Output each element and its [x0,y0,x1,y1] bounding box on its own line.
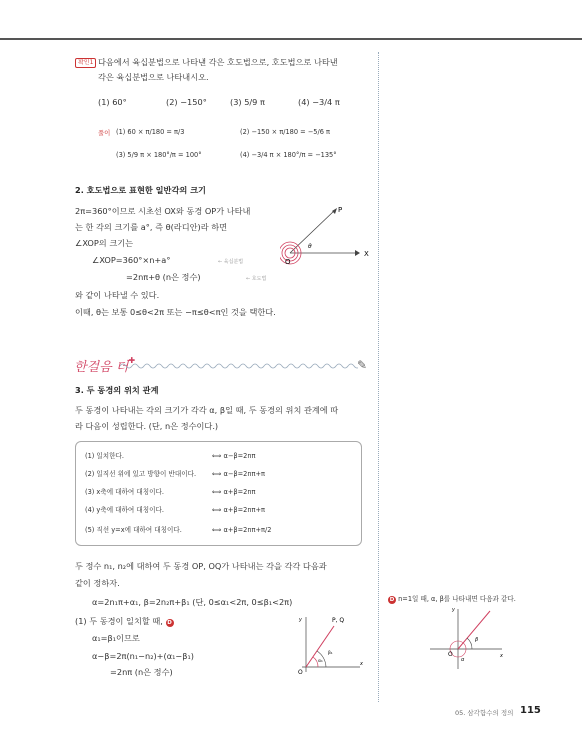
wavy-divider [120,362,358,370]
relation-cond-1: (1) 일치한다. [85,452,125,460]
section3-title: 3. 두 동경의 위치 관계 [75,385,159,395]
terminal-ray [290,210,335,253]
label-O: O [298,669,303,676]
column-divider [378,52,379,702]
label-O: O [448,651,453,658]
example-line-1: 다음에서 육십분법으로 나타낸 각은 호도법으로, 호도법으로 나타낸 [98,57,338,67]
label-alpha1: α₁ [318,659,323,664]
relation-eq-1: ⟺ α−β=2nπ [212,452,256,460]
label-beta1: β₁ [328,651,333,656]
section2-formula-2: =2nπ+θ (n은 정수) [126,272,201,282]
section2-title: 2. 호도법으로 표현한 일반각의 크기 [75,185,206,195]
label-alpha: α [461,657,465,663]
side-note-marker: D [389,597,395,603]
section3-line-3: 두 정수 n₁, n₂에 대하여 두 동경 OP, OQ가 나타내는 각을 각각 다음과 [75,561,327,571]
coincide-figure [288,612,368,677]
section3-line-6 [75,616,174,627]
arc-beta [467,638,472,649]
case1-text: (1) 두 동경이 일치할 때, [75,616,163,626]
relation-eq-4: ⟺ α+β=2nπ+π [212,506,265,514]
sparkle-icon: ✚ [128,356,136,365]
section2-note-2: ← 호도법 [246,276,267,282]
more-title-text: 한걸음 더 [74,360,129,375]
solution-1: (1) 60 × π/180 = π/3 [116,128,185,136]
section2-line-3: ∠XOP의 크기는 [75,238,134,248]
section3-line-8: α−β=2π(n₁−n₂)+(α₁−β₁) [92,651,194,661]
section2-line-4: 와 같이 나타낼 수 있다. [75,290,160,300]
chapter-footer: 05. 삼각함수의 정의 [455,709,514,717]
solution-label: 풀이 [98,129,111,137]
relation-cond-2: (2) 일직선 위에 있고 방향이 반대이다. [85,470,197,478]
page-number: 115 [520,705,541,716]
wavy-line [120,364,358,368]
terminal-ray [458,611,490,649]
note-marker-d: D [167,620,172,626]
section2-note-1: ← 육십분법 [218,259,244,265]
label-y: y [299,617,302,623]
example-badge: 확인1 [75,58,96,68]
initial-ray-arrow [355,250,360,256]
label-x: x [360,661,363,667]
section3-line-4: 같이 정하자. [75,578,120,588]
label-P: P [338,206,343,214]
solution-4: (4) −3/4 π × 180°/π = −135° [240,151,337,159]
example-line-2: 각은 육십분법으로 나타내시오. [98,72,209,82]
section3-line-9: =2nπ (n은 정수) [110,667,173,677]
side-note-text: n=1일 때, α, β를 나타내면 다음과 같다. [398,595,516,603]
section2-line-1: 2π=360°이므로 시초선 OX와 동경 OP가 나타내 [75,206,251,216]
label-x: x [500,653,503,659]
solution-2: (2) −150 × π/180 = −5/6 π [240,128,330,136]
section3-line-7: α₁=β₁이므로 [92,633,140,643]
label-beta: β [475,637,479,643]
pencil-icon: ✎ [357,358,368,372]
example-item-3: (3) 5/9 π [230,97,265,107]
terminal-ray-arrow [332,208,337,214]
relation-eq-5: ⟺ α+β=2nπ+π/2 [212,526,272,534]
section2-line-5: 이때, θ는 보통 0≤θ<2π 또는 −π≤θ<π인 것을 택한다. [75,307,276,317]
label-PQ: P, Q [332,617,345,624]
section2-line-2: 는 한 각의 크기를 a°, 즉 θ(라디안)라 하면 [75,222,228,232]
solution-3: (3) 5/9 π × 180°/π = 100° [116,151,202,159]
section3-line-1: 두 동경이 나타내는 각의 크기가 각각 α, β일 때, 두 동경의 위치 관계에 따 [75,405,339,415]
angle-figure [280,200,380,275]
label-O: O [285,258,291,266]
example-item-2: (2) −150° [166,97,207,107]
relation-cond-5: (5) 직선 y=x에 대하여 대칭이다. [85,526,182,534]
top-bar [0,0,582,40]
side-note [388,594,516,605]
label-X: X [364,250,369,258]
label-y: y [452,607,455,613]
relation-cond-4: (4) y축에 대하여 대칭이다. [85,506,164,514]
section3-line-2: 라 다음이 성립한다. (단, n은 정수이다.) [75,421,219,431]
relation-cond-3: (3) x축에 대하여 대칭이다. [85,488,164,496]
example-item-1: (1) 60° [98,97,127,107]
side-note-figure [420,605,510,673]
label-theta: θ [308,243,312,250]
relation-eq-2: ⟺ α−β=2nπ+π [212,470,265,478]
relation-eq-3: ⟺ α+β=2nπ [212,488,256,496]
example-item-4: (4) −3/4 π [298,97,340,107]
section2-formula-1: ∠XOP=360°×n+a° [92,255,171,265]
section3-line-5: α=2n₁π+α₁, β=2n₂π+β₁ (단, 0≤α₁<2π, 0≤β₁<2π) [92,597,293,607]
